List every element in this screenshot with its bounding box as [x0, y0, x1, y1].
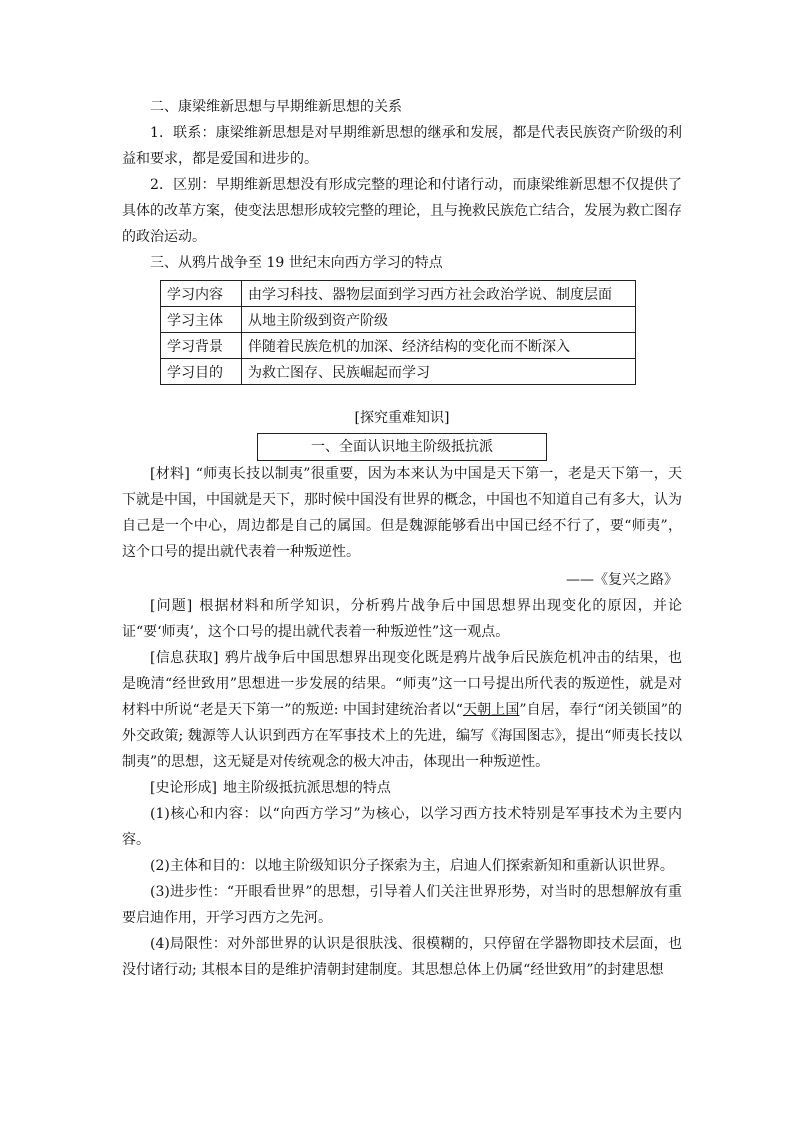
- material-text: “师夷长技以制夷”很重要，因为本来认为中国是天下第一，老是天下第一，天下就是中国，中国就是天下，那时候中国没有世界的概念，中国也不知道自己有多大，认为自己是一个中心，周边都是自己的属国。但是魏源能够看出中国已经不行了，要“师夷”，这个口号的提出就代表着一种叛逆性。: [122, 466, 682, 560]
- table-row-label: 学习目的: [161, 359, 242, 385]
- info-text-part2: ”自居，奉行“闭关锁国”的外交政策; 魏源等人认识到西方在军事技术上的先进，编写《海国图志》，提出“师夷长技以制夷”的思想，这无疑是对传统观念的极大冲击，体现出一种叛逆性。: [122, 702, 683, 770]
- feature-point: (3)进步性：“开眼看世界”的思想，引导着人们关注世界形势，对当时的思想解放有重要启迪作用，开学习西方之先河。: [122, 884, 682, 926]
- conclusion-tag: [史论形成]: [150, 780, 217, 796]
- table-row-value: 从地主阶级到资产阶级: [242, 307, 636, 333]
- conclusion-heading: [122, 775, 682, 801]
- section2-heading: 二、康梁维新思想与早期维新思想的关系: [150, 99, 402, 115]
- question-text: 根据材料和所学知识，分析鸦片战争后中国思想界出现变化的原因，并论证“要‘师夷’，这个口号的提出就代表着一种叛逆性”这一观点。: [122, 598, 682, 640]
- info-tag: [信息获取]: [150, 650, 219, 666]
- features-table: [160, 280, 636, 385]
- document-page: [122, 94, 682, 983]
- connection-paragraph: 1．联系：康梁维新思想是对早期维新思想的继承和发展，都是代表民族资产阶级的利益和要求，都是爱国和进步的。: [122, 125, 682, 167]
- question-paragraph: [122, 593, 682, 645]
- table-row-label: 学习内容: [161, 281, 242, 307]
- table-row-value: 由学习科技、器物层面到学习西方社会政治学说、制度层面: [242, 281, 636, 307]
- table-row-value: 为救亡图存、民族崛起而学习: [242, 359, 636, 385]
- table-row-label: 学习主体: [161, 307, 242, 333]
- table-row: [161, 307, 636, 333]
- question-tag: [问题]: [150, 598, 193, 614]
- explore-section-title: [探究重难知识]: [354, 410, 450, 426]
- material-source: ——《复兴之路》: [566, 572, 678, 588]
- table-row-value: 伴随着民族危机的加深、经济结构的变化而不断深入: [242, 333, 636, 359]
- material-paragraph: [122, 461, 682, 565]
- conclusion-title: 地主阶级抵抗派思想的特点: [222, 780, 391, 796]
- underlined-term: 天朝上国: [462, 702, 520, 718]
- table-row: [161, 333, 636, 359]
- boxed-subtitle: 一、全面认识地主阶级抵抗派: [257, 433, 547, 461]
- info-text-part1: 鸦片战争后中国思想界出现变化既是鸦片战争后民族危机冲击的结果，也是晚清“经世致用”思想进一步发展的结果。“师夷”这一口号提出所代表的叛逆性，就是对材料中所说“老是天下第一”的叛逆: 中国封建统治者以“: [122, 650, 682, 718]
- table-row-label: 学习背景: [161, 333, 242, 359]
- feature-point: (4)局限性：对外部世界的认识是很肤浅、很模糊的，只停留在学器物即技术层面，也没付诸行动; 其根本目的是维护清朝封建制度。其思想总体上仍属“经世致用”的封建思想: [122, 936, 682, 978]
- table-row: [161, 359, 636, 385]
- feature-point: (2)主体和目的：以地主阶级知识分子探索为主，启迪人们探索新知和重新认识世界。: [150, 858, 674, 874]
- table-row: [161, 281, 636, 307]
- info-paragraph: [122, 645, 682, 775]
- difference-paragraph: 2．区别：早期维新思想没有形成完整的理论和付诸行动，而康梁维新思想不仅提供了具体的改革方案，使变法思想形成较完整的理论，且与挽救民族危亡结合，发展为救亡图存的政治运动。: [122, 177, 682, 245]
- material-tag: [材料]: [150, 466, 190, 482]
- feature-point: (1)核心和内容：以“向西方学习”为核心，以学习西方技术特别是军事技术为主要内容。: [122, 806, 682, 848]
- section3-heading: 三、从鸦片战争至 19 世纪末向西方学习的特点: [150, 255, 443, 271]
